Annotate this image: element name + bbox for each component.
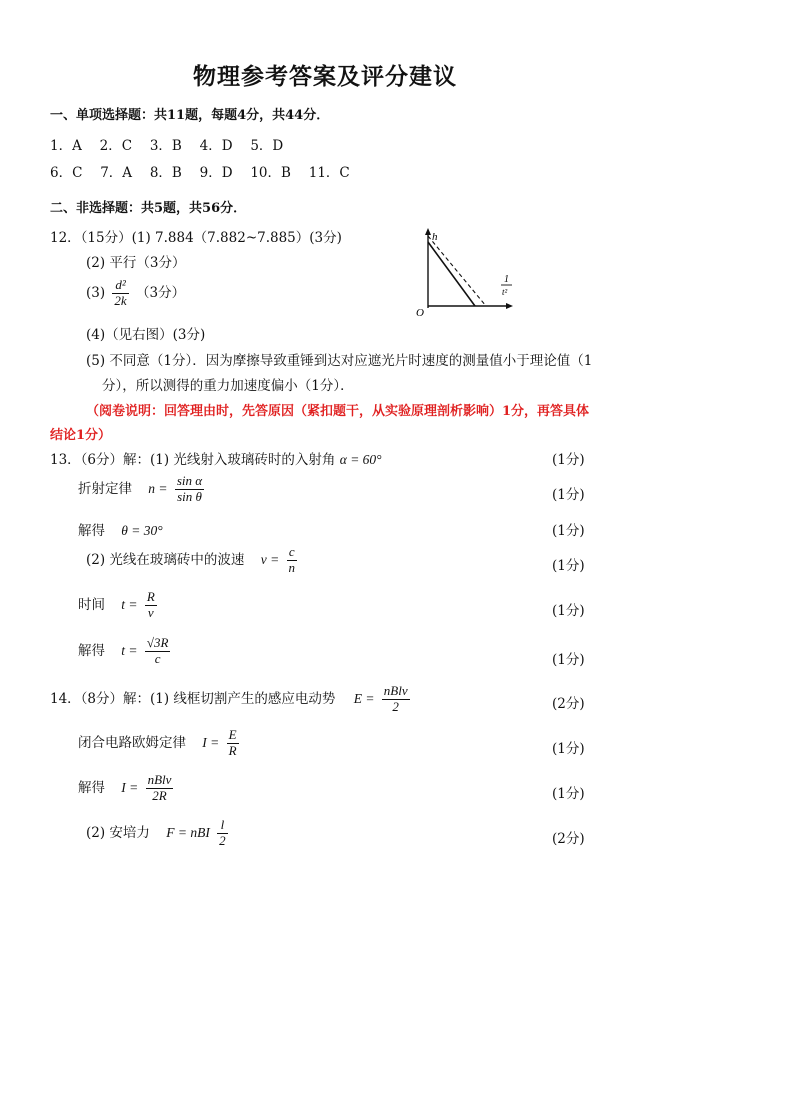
q12-part4: (4)（见右图）(3分) — [86, 327, 206, 343]
q13-line5 — [78, 590, 160, 621]
q14-line3-lhs: I = — [121, 779, 139, 795]
q14-score3: (1分) — [552, 786, 585, 802]
q13-score1: (1分) — [552, 452, 585, 468]
fraction-numerator: l — [217, 818, 228, 834]
q13-line3-label: 解得 — [78, 523, 105, 539]
q14-ohm-fraction — [227, 728, 239, 759]
q13-line2 — [78, 474, 207, 505]
q13-line5-lhs: t = — [121, 596, 138, 612]
fraction-numerator: E — [228, 727, 237, 742]
q13-line2-label: 折射定律 — [78, 480, 132, 497]
fraction-numerator: sin α — [176, 473, 203, 488]
q12-part2: (2) 平行（3分） — [86, 255, 186, 271]
q13-score6: (1分) — [552, 652, 585, 668]
fraction-denominator: sin θ — [177, 488, 202, 504]
q12-part3-score: （3分） — [136, 284, 186, 301]
q14-line4-label: (2) 安培力 — [86, 824, 150, 841]
q14-current-fraction — [146, 773, 174, 804]
fraction-denominator: R — [228, 742, 237, 758]
x-axis-arrow-icon — [506, 303, 513, 309]
q14-line2-lhs: I = — [202, 734, 220, 750]
y-axis-arrow-icon — [425, 228, 431, 235]
q14-emf-fraction — [382, 684, 410, 715]
fraction-numerator: √3R — [146, 635, 169, 650]
fraction-denominator: v — [147, 604, 154, 620]
fraction-denominator: 2R — [152, 787, 167, 803]
q13-score3: (1分) — [552, 523, 585, 539]
q14-line1-text: 14．（8分）解：(1) 线框切割产生的感应电动势 — [50, 690, 336, 707]
q13-line4 — [86, 545, 300, 576]
q14-line3-label: 解得 — [78, 779, 105, 796]
q14-score2: (1分) — [552, 741, 585, 757]
x-axis-label-den: t² — [502, 287, 508, 297]
fraction-denominator: 2 — [219, 832, 226, 848]
q14-line4 — [86, 818, 231, 849]
q13-line3 — [78, 519, 163, 539]
q14-line1-lhs: E = — [353, 690, 375, 706]
x-axis-label-num: 1 — [504, 274, 509, 285]
q12-graph — [410, 226, 520, 318]
fraction-numerator: nBlv — [383, 683, 408, 698]
q14-line2 — [78, 728, 242, 759]
q12-part5-line1: (5) 不同意（1分）．因为摩擦导致重锤到达对应遮光片时速度的测量值小于理论值（1 — [86, 353, 593, 369]
fraction-numerator: d² — [112, 278, 128, 294]
q13-line5-label: 时间 — [78, 596, 105, 613]
fraction-numerator: nBlv — [147, 772, 172, 787]
q13-line6 — [78, 636, 173, 667]
q13-score2: (1分) — [552, 487, 585, 503]
fraction-denominator: n — [288, 559, 295, 575]
q14-line1 — [50, 684, 413, 715]
q13-refraction-fraction — [175, 474, 204, 505]
q12-part3-label: (3) — [86, 284, 106, 301]
q13-line6-label: 解得 — [78, 642, 105, 659]
q13-score5: (1分) — [552, 603, 585, 619]
y-axis-label: h — [432, 231, 438, 243]
solid-line — [428, 242, 475, 306]
q13-angle-eq: α = 60° — [339, 452, 382, 467]
fraction-denominator: 2 — [392, 698, 399, 714]
q14-score4: (2分) — [552, 831, 585, 847]
q13-velocity-fraction — [287, 545, 298, 576]
section2-heading: 二、非选择题：共5题，共56分． — [50, 201, 247, 216]
q13-theta-eq: θ = 30° — [121, 523, 163, 538]
q14-score1: (2分) — [552, 696, 585, 712]
fraction-denominator: c — [154, 650, 161, 666]
section1-heading: 一、单项选择题：共11题，每题4分，共44分． — [50, 108, 330, 123]
q12-part5-line2: 分），所以测得的重力加速度偏小（1分）． — [102, 378, 354, 394]
grading-note-line2: 结论1分） — [50, 428, 112, 443]
q13-line1 — [50, 448, 382, 468]
fraction-numerator: c — [287, 545, 298, 561]
q14-line3 — [78, 773, 176, 804]
q13-line4-label: (2) 光线在玻璃砖中的波速 — [86, 551, 245, 568]
q14-line4-lhs: F = nBI — [166, 824, 210, 840]
q13-line6-lhs: t = — [121, 642, 138, 658]
q14-force-fraction — [217, 818, 228, 849]
q12-part3 — [86, 278, 185, 309]
q13-result-fraction — [145, 636, 171, 667]
fraction-denominator: 2k — [114, 292, 127, 308]
fraction-numerator: R — [146, 589, 155, 604]
origin-label: O — [416, 307, 424, 318]
q13-line1-text: 13．（6分）解：(1) 光线射入玻璃砖时的入射角 — [50, 452, 336, 468]
q13-time-fraction — [145, 590, 157, 621]
q12-part3-fraction — [112, 278, 128, 309]
page-title: 物理参考答案及评分建议 — [193, 63, 457, 90]
q13-score4: (1分) — [552, 558, 585, 574]
answers-row-1: 1．A 2．C 3．B 4．D 5．D — [50, 138, 284, 154]
dashed-line — [428, 236, 486, 306]
q13-line2-lhs: n = — [148, 480, 168, 496]
q12-line1: 12．（15分）(1) 7.884（7.882~7.885）(3分) — [50, 230, 342, 246]
q14-line2-label: 闭合电路欧姆定律 — [78, 734, 186, 751]
grading-note-line1: （阅卷说明：回答理由时，先答原因（紧扣题干，从实验原理剖析影响）1分，再答具体 — [86, 404, 590, 419]
answers-row-2: 6．C 7．A 8．B 9．D 10．B 11．C — [50, 165, 350, 181]
q13-line4-lhs: v = — [260, 551, 280, 567]
